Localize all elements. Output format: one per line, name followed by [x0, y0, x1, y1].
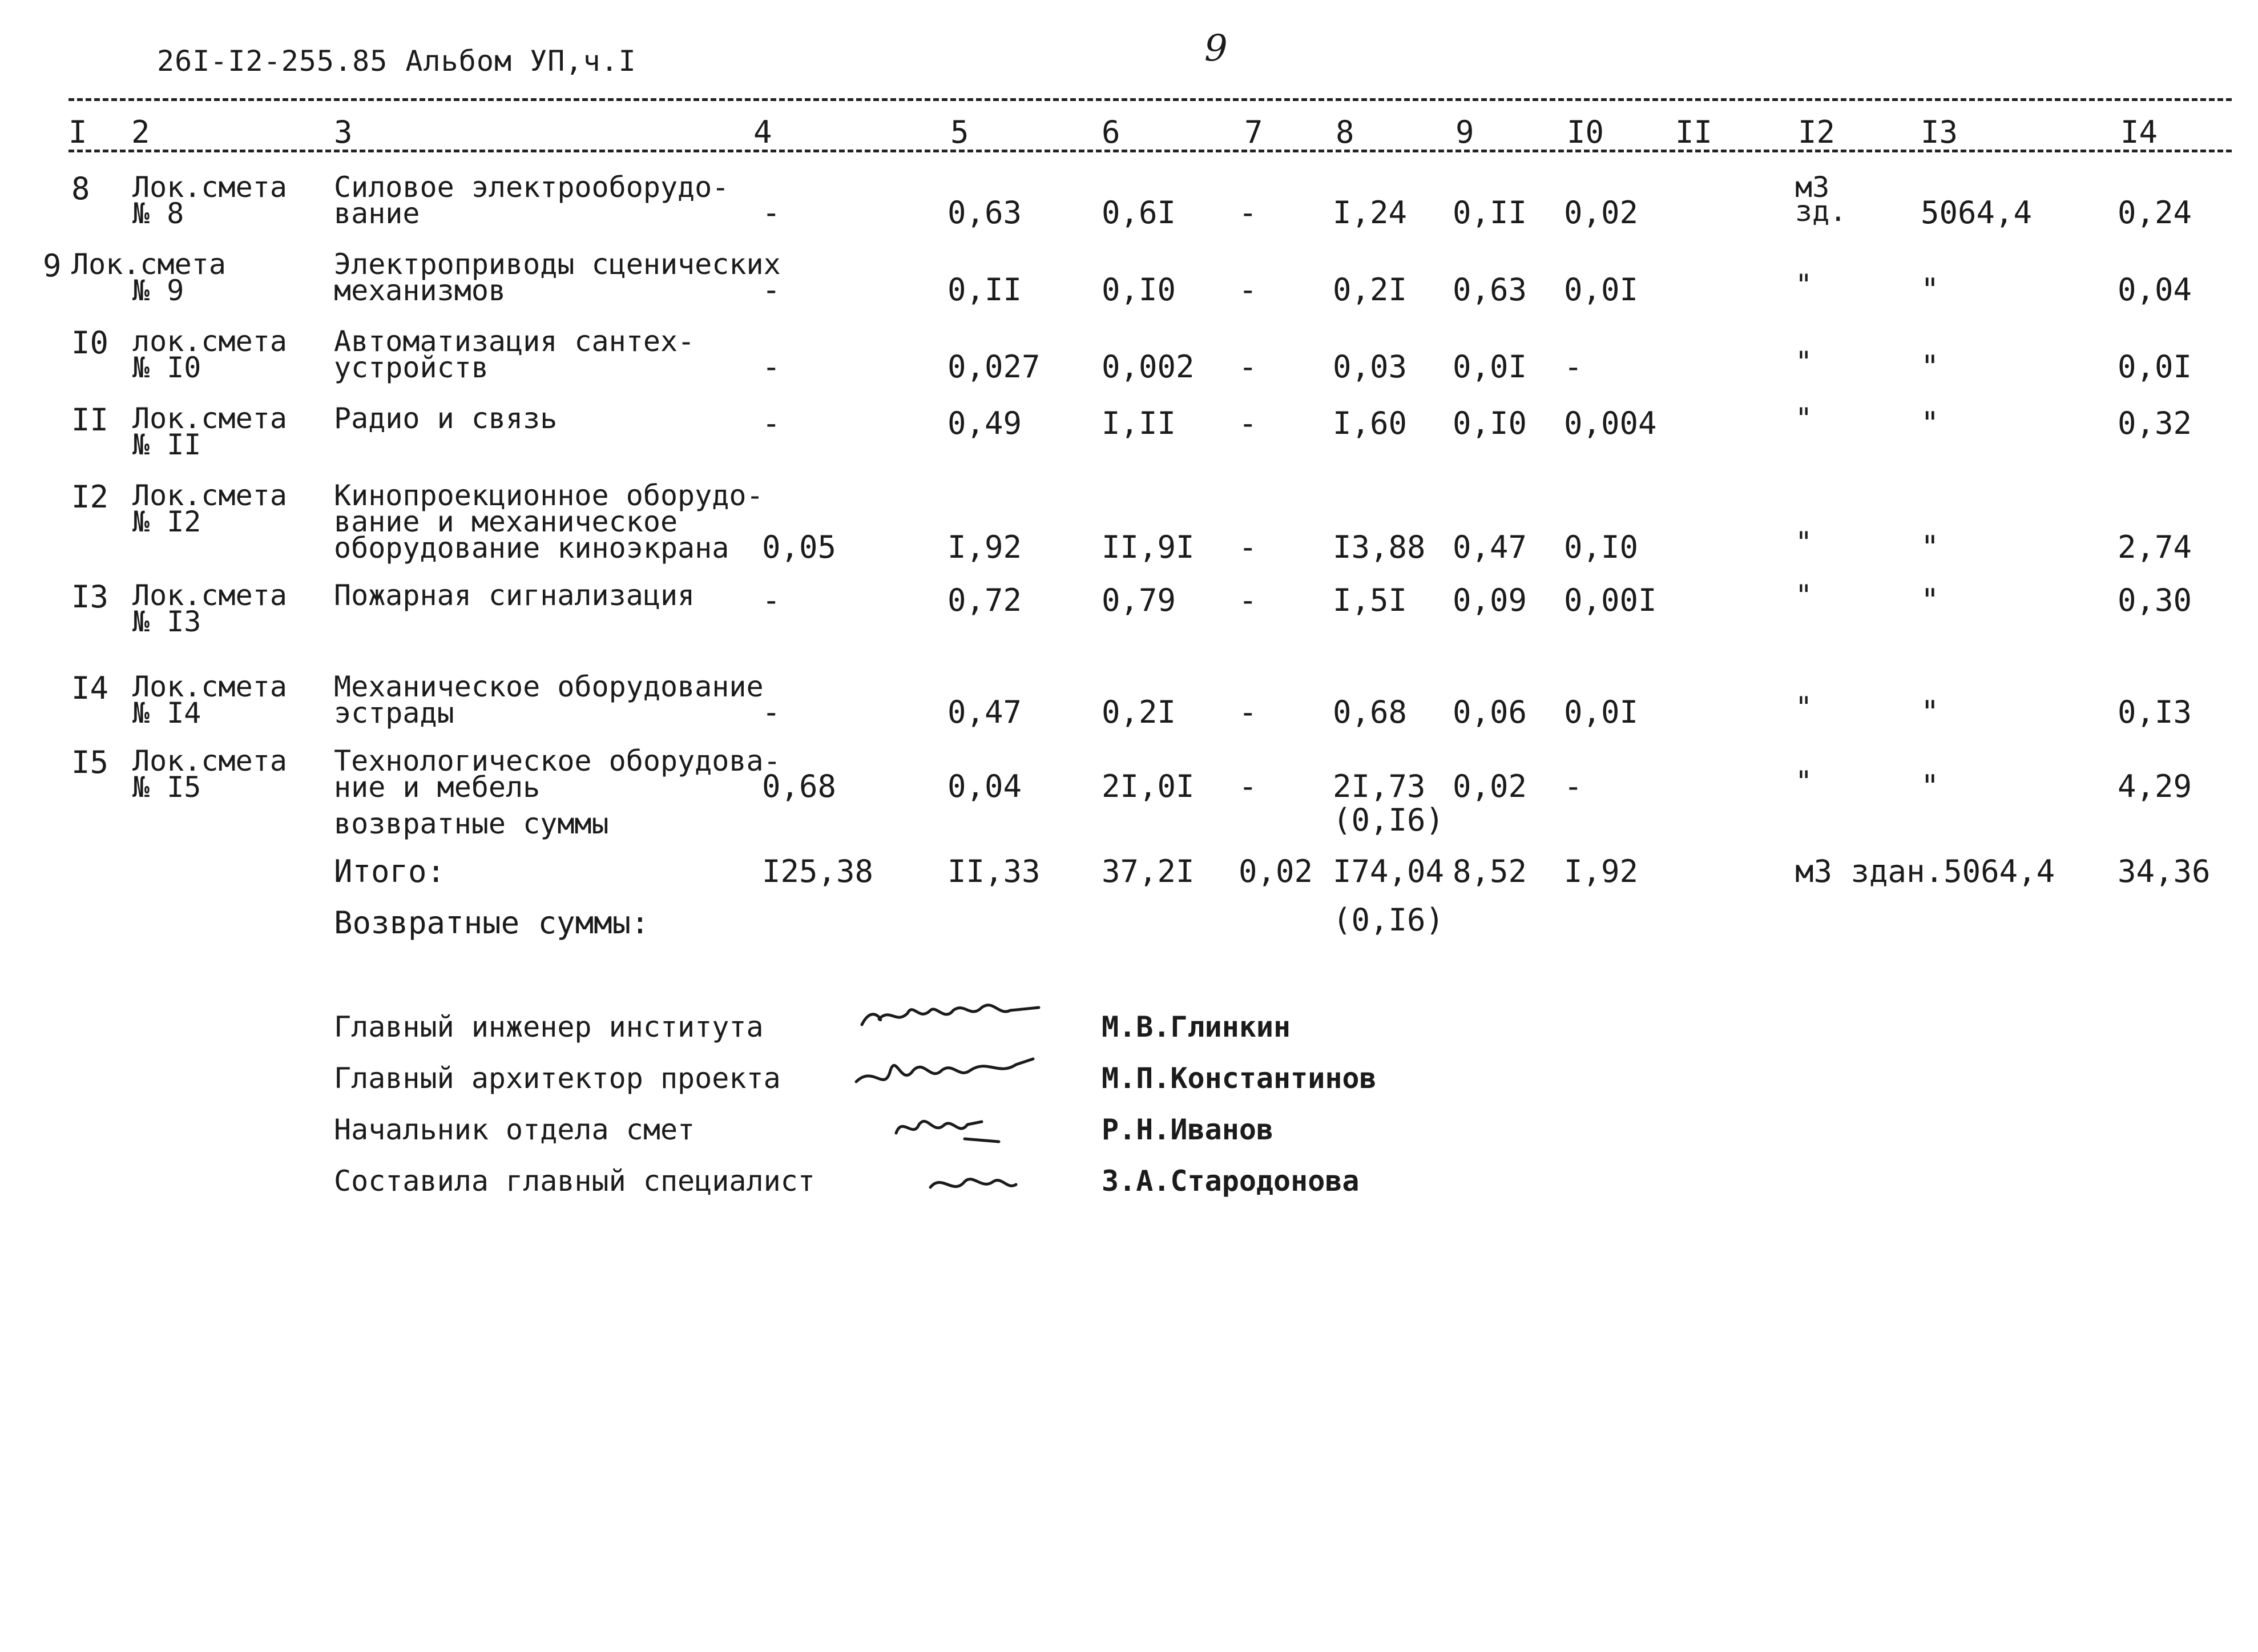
total-c7: 0,02 [1239, 853, 1313, 889]
value-c14: 0,0I [2118, 349, 2192, 385]
work-name: Технологическое оборудова- [334, 744, 781, 777]
total-c10: I,92 [1564, 853, 1639, 889]
value-c14: 2,74 [2118, 529, 2192, 565]
total-c6: 37,2I [1102, 853, 1195, 889]
signatory-role: Начальник отдела смет [334, 1113, 695, 1146]
value-c10: 0,004 [1564, 405, 1657, 441]
estimate-ref: № 8 [132, 197, 184, 230]
value-c9: 0,63 [1453, 272, 1527, 308]
value-c8: I,5I [1333, 582, 1408, 618]
unit: зд. [1795, 195, 1847, 228]
total-c8: I74,04 [1333, 853, 1445, 889]
value-c9: 0,02 [1453, 768, 1527, 804]
value-c4: 0,68 [762, 768, 837, 804]
column-number: I3 [1921, 114, 1958, 150]
value-c13: " [1921, 529, 1940, 565]
estimate-ref: Лок.смета [132, 402, 287, 435]
estimate-ref: Лок.смета [132, 171, 287, 204]
value-c8: 2I,73 [1333, 768, 1426, 804]
value-c9: 0,I0 [1453, 405, 1527, 441]
value-c4: - [762, 582, 781, 618]
column-number: I2 [1798, 114, 1836, 150]
unit: " [1795, 345, 1813, 378]
total-c4: I25,38 [762, 853, 874, 889]
value-c8: 0,03 [1333, 349, 1408, 385]
value-c4: - [762, 195, 781, 231]
value-c7: - [1239, 272, 1257, 308]
row-number: 8 [71, 171, 90, 207]
work-name: Механическое оборудование [334, 670, 764, 703]
document-code: 26I-I2-255.85 Альбом УП,ч.I [157, 45, 636, 78]
unit: м3 [1795, 171, 1830, 204]
value-c14: 0,32 [2118, 405, 2192, 441]
value-c4: - [762, 349, 781, 385]
value-c7: - [1239, 195, 1257, 231]
value-c7: - [1239, 349, 1257, 385]
value-c8: I,60 [1333, 405, 1408, 441]
unit: " [1795, 402, 1813, 435]
total-label: Итого: [334, 853, 446, 889]
work-name: устройств [334, 351, 489, 384]
signature-marks [850, 990, 1113, 1207]
value-c7: - [1239, 694, 1257, 730]
estimate-ref: Лок.смета [71, 248, 226, 281]
value-c13: 5064,4 [1921, 195, 2033, 231]
value-c8: I,24 [1333, 195, 1408, 231]
value-c7: - [1239, 529, 1257, 565]
value-c9: 0,47 [1453, 529, 1527, 565]
value-c10: 0,0I [1564, 694, 1639, 730]
value-c14: 0,30 [2118, 582, 2192, 618]
estimate-ref: № I2 [132, 505, 201, 538]
work-name: ние и мебель [334, 771, 541, 804]
estimate-ref: № II [132, 428, 201, 461]
unit: " [1795, 268, 1813, 301]
value-c5: 0,47 [947, 694, 1022, 730]
row-number: II [71, 402, 109, 438]
value-c10: 0,0I [1564, 272, 1639, 308]
value-c13: " [1921, 768, 1940, 804]
column-number: 6 [1102, 114, 1120, 150]
column-number: 9 [1455, 114, 1474, 150]
row-number: I0 [71, 325, 109, 361]
work-name: эстрады [334, 696, 454, 730]
column-number: 8 [1336, 114, 1354, 150]
value-c5: 0,72 [947, 582, 1022, 618]
total-c14: 34,36 [2118, 853, 2211, 889]
value-c13: " [1921, 582, 1940, 618]
value-c5: 0,63 [947, 195, 1022, 231]
total-c5: II,33 [947, 853, 1041, 889]
signatory-name: Р.Н.Иванов [1102, 1113, 1274, 1146]
row-number: 9 [43, 248, 62, 284]
total-c12: м3 здан.5064,4 [1795, 853, 2055, 889]
value-c14: 0,24 [2118, 195, 2192, 231]
returnable-label: Возвратные суммы: [334, 905, 650, 941]
value-c10: - [1564, 768, 1583, 804]
header-divider [68, 150, 2232, 152]
value-c5: 0,027 [947, 349, 1041, 385]
value-c7: - [1239, 582, 1257, 618]
unit: " [1795, 526, 1813, 559]
estimate-ref: № I5 [132, 771, 201, 804]
value-c6: II,9I [1102, 529, 1195, 565]
value-c4: 0,05 [762, 529, 837, 565]
signatory-name: М.В.Глинкин [1102, 1010, 1291, 1043]
value-c10: 0,02 [1564, 195, 1639, 231]
estimate-ref: № I3 [132, 605, 201, 638]
work-name: Кинопроекционное оборудо- [334, 479, 764, 512]
value-c10: 0,00I [1564, 582, 1657, 618]
work-name: Автоматизация сантех- [334, 325, 695, 358]
value-c6: 0,2I [1102, 694, 1176, 730]
value-c8: 0,2I [1333, 272, 1408, 308]
value-c9: 0,0I [1453, 349, 1527, 385]
estimate-ref: № I4 [132, 696, 201, 730]
returnable-value: (0,I6) [1333, 902, 1445, 938]
unit: " [1795, 765, 1813, 798]
column-number: 3 [334, 114, 353, 150]
column-number: 2 [131, 114, 150, 150]
work-name: вание и механическое [334, 505, 678, 538]
estimate-ref: № I0 [132, 351, 201, 384]
column-number: 7 [1244, 114, 1263, 150]
estimate-ref: Лок.смета [132, 744, 287, 777]
value-c6: 0,79 [1102, 582, 1176, 618]
column-number: 4 [753, 114, 772, 150]
signatory-name: М.П.Константинов [1102, 1062, 1377, 1095]
row-number: I4 [71, 670, 109, 706]
signatory-name: З.А.Стародонова [1102, 1165, 1360, 1198]
value-c6: 0,002 [1102, 349, 1195, 385]
row-number: I3 [71, 579, 109, 615]
total-c9: 8,52 [1453, 853, 1527, 889]
value-c9: 0,06 [1453, 694, 1527, 730]
page-number: 9 [1204, 27, 1228, 70]
value-c5: 0,04 [947, 768, 1022, 804]
work-name: механизмов [334, 274, 506, 307]
value-c14: 0,I3 [2118, 694, 2192, 730]
value-c9: 0,II [1453, 195, 1527, 231]
returnable-value: (0,I6) [1333, 802, 1445, 838]
value-c6: 0,I0 [1102, 272, 1176, 308]
top-divider [68, 98, 2232, 101]
estimate-ref: № 9 [132, 274, 184, 307]
unit: " [1795, 691, 1813, 724]
work-name: оборудование киноэкрана [334, 531, 729, 565]
value-c13: " [1921, 272, 1940, 308]
work-name: Силовое электрооборудо- [334, 171, 729, 204]
row-number: I5 [71, 744, 109, 780]
value-c8: I3,88 [1333, 529, 1426, 565]
value-c10: - [1564, 349, 1583, 385]
estimate-ref: Лок.смета [132, 579, 287, 612]
value-c4: - [762, 694, 781, 730]
value-c5: 0,II [947, 272, 1022, 308]
work-name: вание [334, 197, 420, 230]
signatory-role: Главный инженер института [334, 1010, 764, 1043]
value-c6: 2I,0I [1102, 768, 1195, 804]
work-name: Пожарная сигнализация [334, 579, 695, 612]
value-c7: - [1239, 405, 1257, 441]
column-number: I [68, 114, 87, 150]
value-c13: " [1921, 349, 1940, 385]
value-c4: - [762, 272, 781, 308]
work-name: Электроприводы сценических [334, 248, 781, 281]
value-c6: 0,6I [1102, 195, 1176, 231]
value-c10: 0,I0 [1564, 529, 1639, 565]
column-number: II [1675, 114, 1713, 150]
value-c5: I,92 [947, 529, 1022, 565]
value-c7: - [1239, 768, 1257, 804]
value-c6: I,II [1102, 405, 1176, 441]
estimate-ref: Лок.смета [132, 670, 287, 703]
value-c4: - [762, 405, 781, 441]
value-c14: 4,29 [2118, 768, 2192, 804]
value-c13: " [1921, 694, 1940, 730]
row-number: I2 [71, 479, 109, 515]
estimate-ref: Лок.смета [132, 479, 287, 512]
unit: " [1795, 579, 1813, 612]
value-c13: " [1921, 405, 1940, 441]
signatory-role: Составила главный специалист [334, 1165, 815, 1198]
column-number: I0 [1567, 114, 1604, 150]
value-c14: 0,04 [2118, 272, 2192, 308]
column-number: I4 [2120, 114, 2158, 150]
signatory-role: Главный архитектор проекта [334, 1062, 781, 1095]
column-number: 5 [950, 114, 969, 150]
work-name: Радио и связь [334, 402, 558, 435]
value-c8: 0,68 [1333, 694, 1408, 730]
value-c5: 0,49 [947, 405, 1022, 441]
returnable-label: возвратные суммы [334, 807, 609, 840]
value-c9: 0,09 [1453, 582, 1527, 618]
estimate-ref: лок.смета [132, 325, 287, 358]
